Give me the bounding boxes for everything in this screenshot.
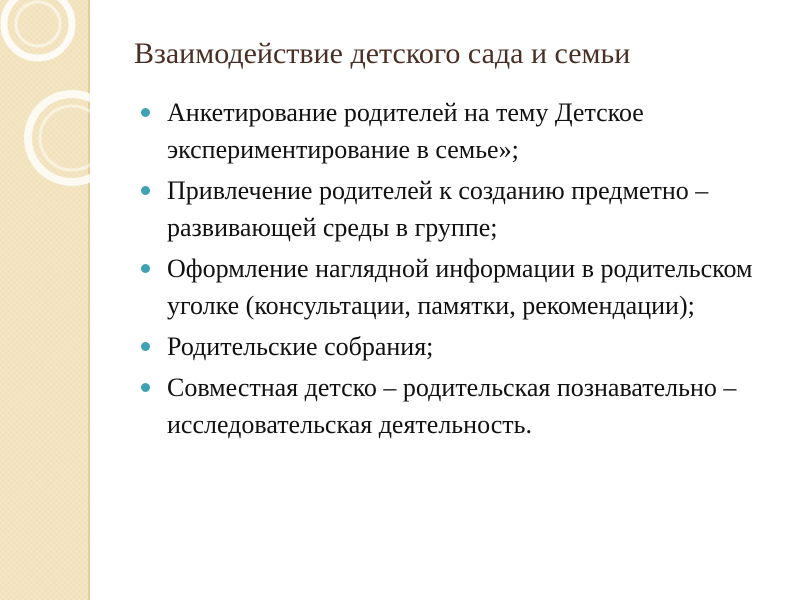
bullet-text: Анкетирование родителей на тему Детское экспериментирование в семье»; xyxy=(167,98,644,164)
round-bullet-icon xyxy=(141,264,150,273)
slide-title: Взаимодействие детского сада и семьи xyxy=(134,37,631,70)
round-bullet-icon xyxy=(141,108,150,117)
round-bullet-icon xyxy=(141,383,150,392)
list-item xyxy=(141,250,781,324)
list-item xyxy=(141,328,781,365)
bullet-list xyxy=(141,94,781,447)
list-item xyxy=(141,172,781,246)
bullet-text: Совместная детско – родительская познавательно – исследовательская деятельность. xyxy=(167,373,737,439)
list-item xyxy=(141,94,781,168)
bullet-text: Привлечение родителей к созданию предметно – развивающей среды в группе; xyxy=(167,176,709,242)
bullet-text: Оформление наглядной информации в родительском уголке (консультации, памятки, рекомендации); xyxy=(167,254,753,320)
round-bullet-icon xyxy=(141,342,150,351)
round-bullet-icon xyxy=(141,186,150,195)
list-item xyxy=(141,369,781,443)
rings-decoration-icon xyxy=(0,0,140,200)
bullet-text: Родительские собрания; xyxy=(167,332,434,361)
